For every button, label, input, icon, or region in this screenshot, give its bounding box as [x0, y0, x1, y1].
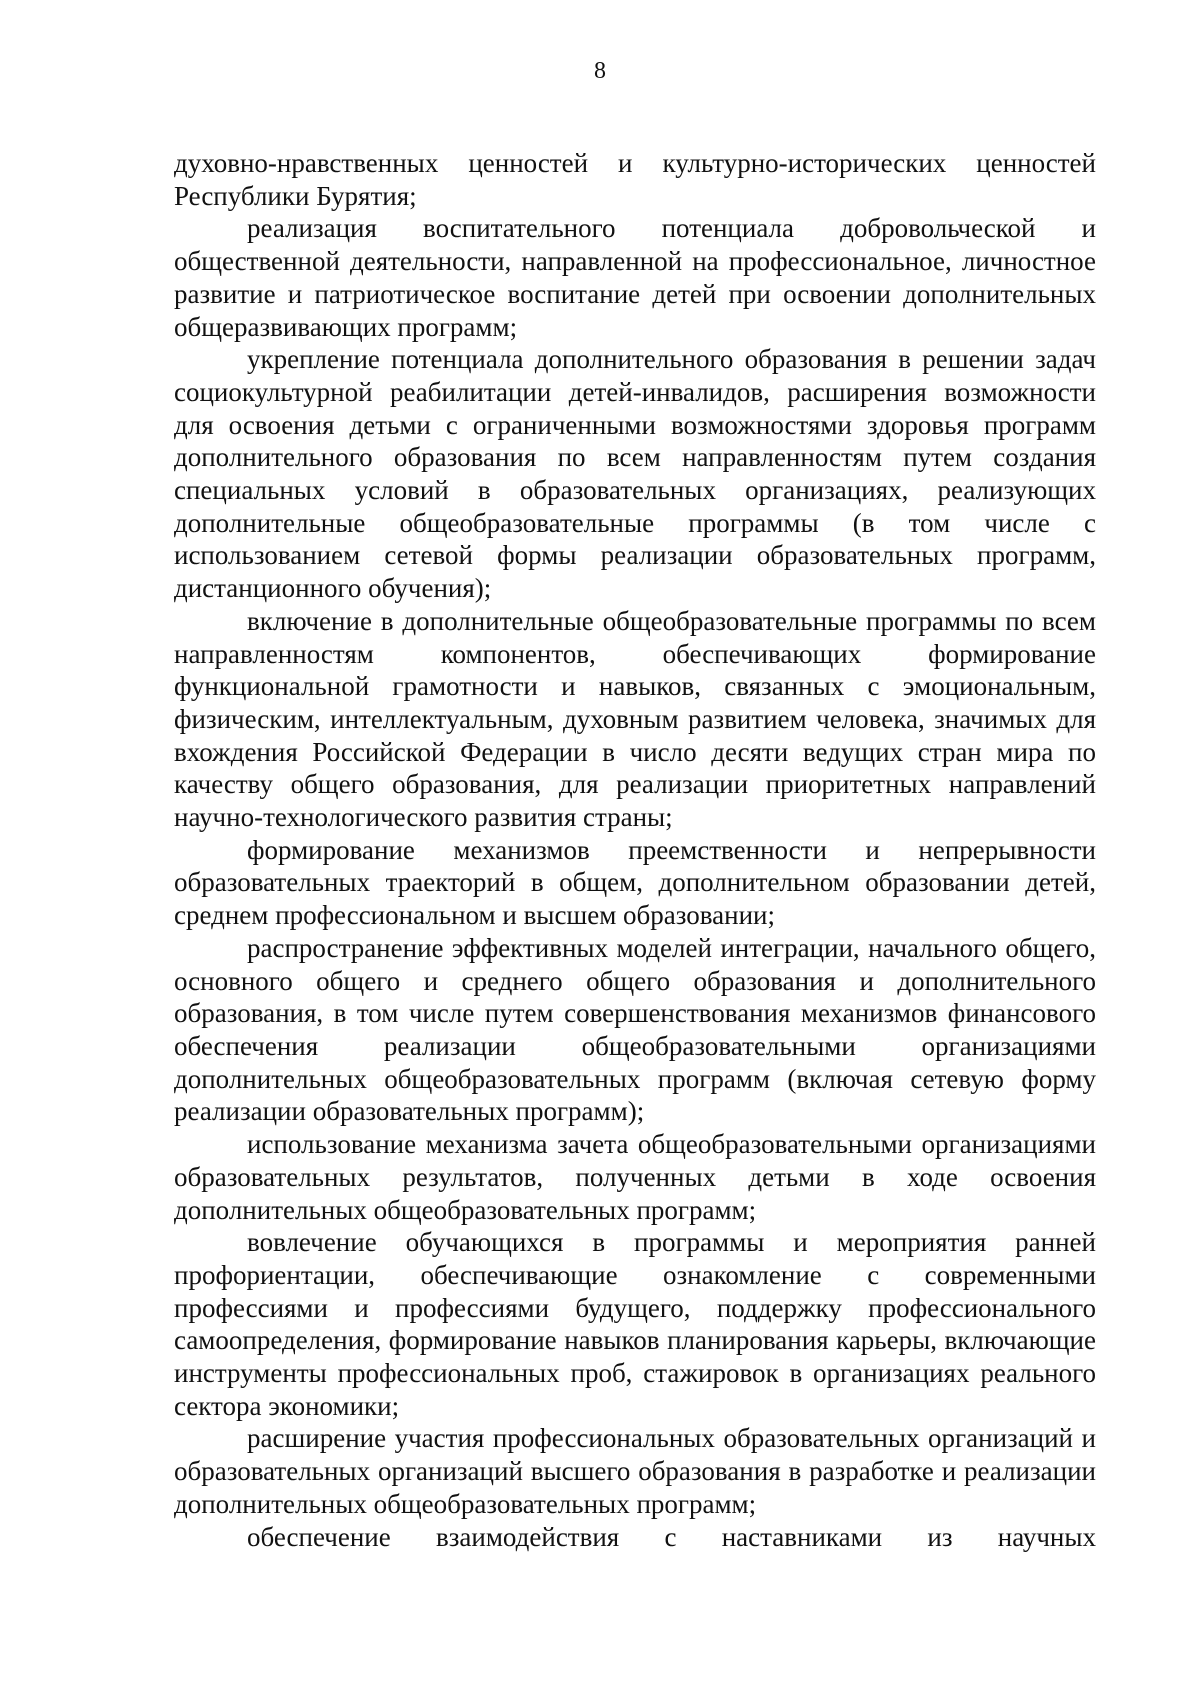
- paragraph: реализация воспитательного потенциала добровольческой и общественной деятельности, направленной на профессиональное, личностное развитие и патриотическое воспитание детей при освоении дополнительных общеразвивающих программ;: [174, 213, 1096, 342]
- paragraph: формирование механизмов преемственности и непрерывности образовательных траекторий в общем, дополнительном образовании детей, среднем профессиональном и высшем образовании;: [174, 834, 1096, 931]
- page-number: 8: [594, 58, 606, 84]
- body-text: [174, 147, 1096, 1553]
- paragraph-continues-next-page: обеспечение взаимодействия с наставниками из научных: [247, 1521, 1096, 1552]
- paragraph: вовлечение обучающихся в программы и мероприятия ранней профориентации, обеспечивающие ознакомление с современными профессиями и профессиями будущего, поддержку профессионального самоопределения, формирование навыков планирования карьеры, включающие инструменты профессиональных проб, стажировок в организациях реального сектора экономики;: [174, 1227, 1096, 1421]
- paragraph-continuation: духовно-нравственных ценностей и культурно-исторических ценностей Республики Бурятия;: [174, 148, 1096, 211]
- paragraph: использование механизма зачета общеобразовательными организациями образовательных результатов, полученных детьми в ходе освоения дополнительных общеобразовательных программ;: [174, 1129, 1096, 1225]
- paragraph: расширение участия профессиональных образовательных организаций и образовательных организаций высшего образования в разработке и реализации дополнительных общеобразовательных программ;: [174, 1423, 1096, 1519]
- paragraph: укрепление потенциала дополнительного образования в решении задач социокультурной реабилитации детей-инвалидов, расширения возможности для освоения детьми с ограниченными возможностями здоровья программ дополнительного образования по всем направленностям путем создания специальных условий в образовательных организациях, реализующих дополнительные общеобразовательные программы (в том числе с использованием сетевой формы реализации образовательных программ, дистанционного обучения);: [174, 344, 1096, 604]
- paragraph: распространение эффективных моделей интеграции, начального общего, основного общего и среднего общего образования и дополнительного образования, в том числе путем совершенствования механизмов финансового обеспечения реализации общеобразовательными организациями дополнительных общеобразовательных программ (включая сетевую форму реализации образовательных программ);: [174, 932, 1096, 1127]
- paragraph: включение в дополнительные общеобразовательные программы по всем направленностям компонентов, обеспечивающих формирование функциональной грамотности и навыков, связанных с эмоциональным, физическим, интеллектуальным, духовным развитием человека, значимых для вхождения Российской Федерации в число десяти ведущих стран мира по качеству общего образования, для реализации приоритетных направлений научно-технологического развития страны;: [174, 605, 1096, 833]
